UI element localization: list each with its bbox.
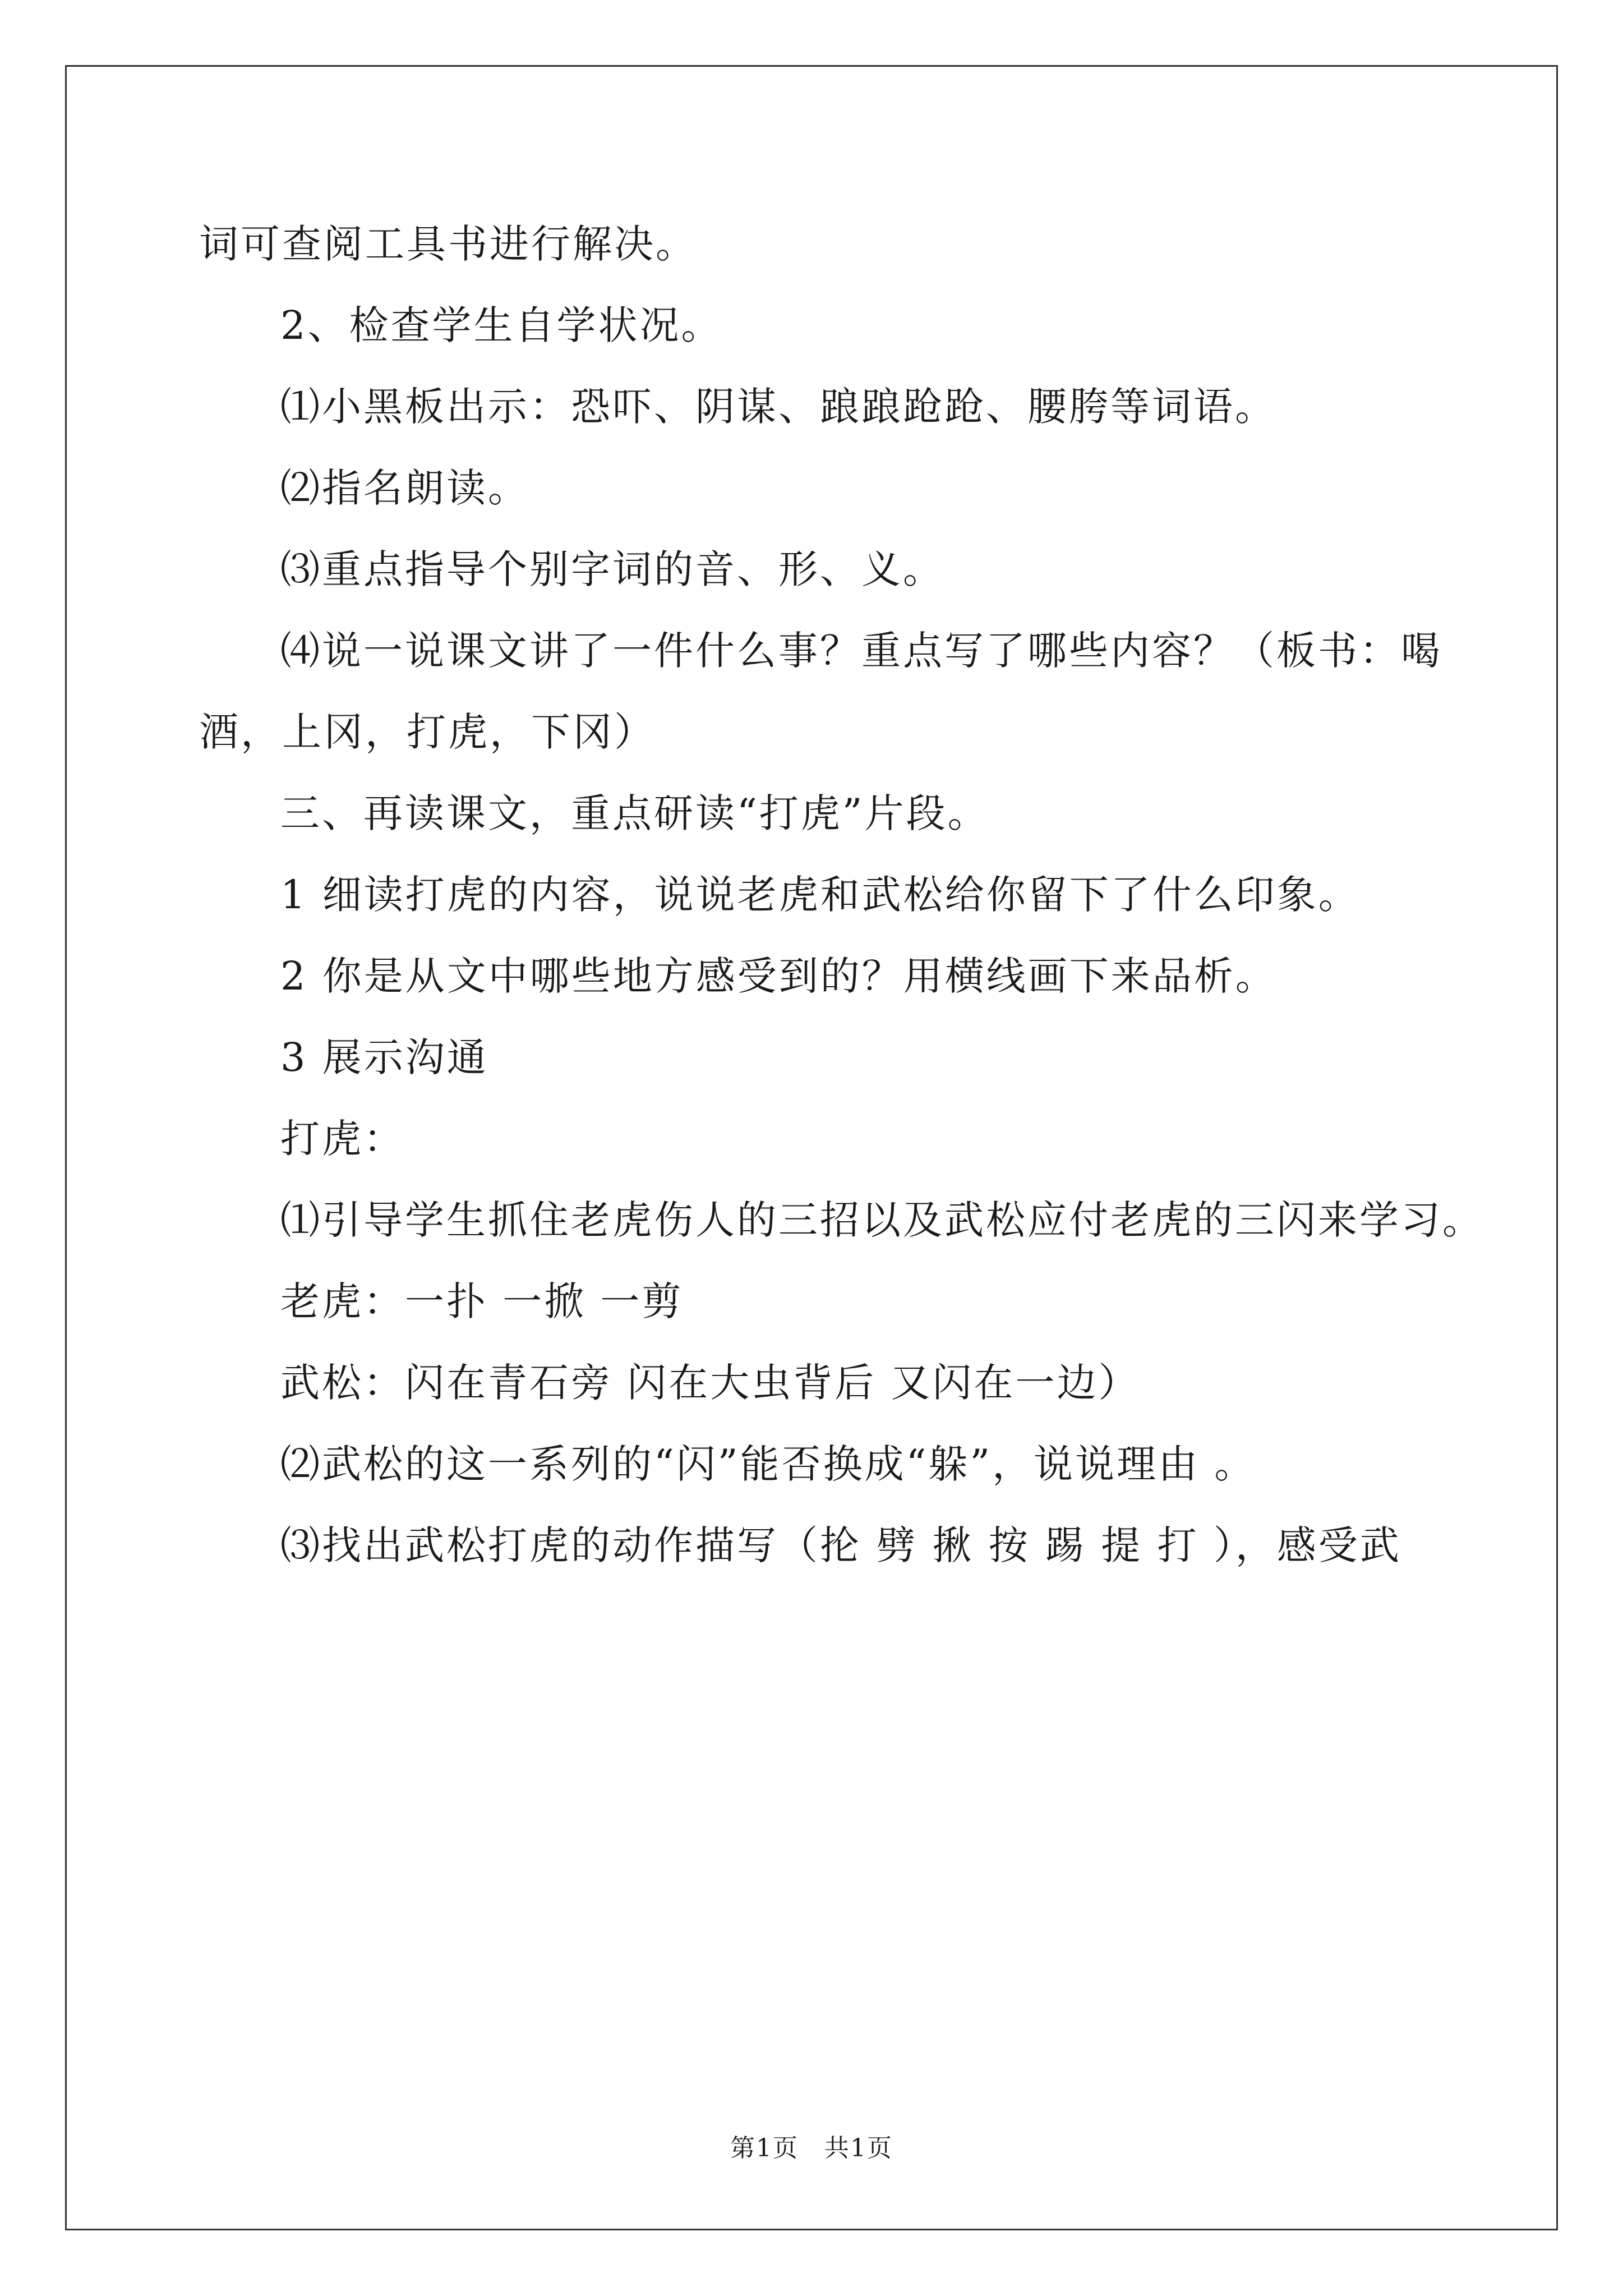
text-line: 酒，上冈，打虎，下冈） <box>199 709 656 755</box>
page-number-footer: 第1页 共1页 <box>730 2134 893 2162</box>
text-line: 打虎： <box>280 1116 405 1162</box>
text-line: 三、再读课文，重点研读“打虎”片段。 <box>280 790 989 836</box>
text-line: ⑴小黑板出示：恐吓、阴谋、踉踉跄跄、腰胯等词语。 <box>280 384 1276 430</box>
text-line: 老虎：一扑 一掀 一剪 <box>280 1278 684 1324</box>
text-line: ⑴引导学生抓住老虎伤人的三招以及武松应付老虎的三闪来学习。 <box>280 1197 1484 1243</box>
text-line: 1 细读打虎的内容，说说老虎和武松给你留下了什么印象。 <box>280 872 1360 918</box>
text-line: 2、检查学生自学状况。 <box>280 302 723 348</box>
text-line: ⑷说一说课文讲了一件什么事？重点写了哪些内容？（板书：喝 <box>280 628 1442 674</box>
text-line: ⑵指名朗读。 <box>280 465 529 511</box>
text-line: 词可查阅工具书进行解决。 <box>199 221 697 267</box>
text-line: 3 展示沟通 <box>280 1034 488 1080</box>
text-line: 武松：闪在青石旁 闪在大虫背后 又闪在一边） <box>280 1360 1140 1406</box>
text-line: ⑶找出武松打虎的动作描写（抡 劈 揪 按 踢 提 打 ），感受武 <box>280 1522 1401 1568</box>
text-line: ⑵武松的这一系列的“闪”能否换成“躲”，说说理由 。 <box>280 1441 1256 1487</box>
text-line: 2 你是从文中哪些地方感受到的？用横线画下来品析。 <box>280 953 1277 999</box>
text-line: ⑶重点指导个别字词的音、形、义。 <box>280 546 944 592</box>
